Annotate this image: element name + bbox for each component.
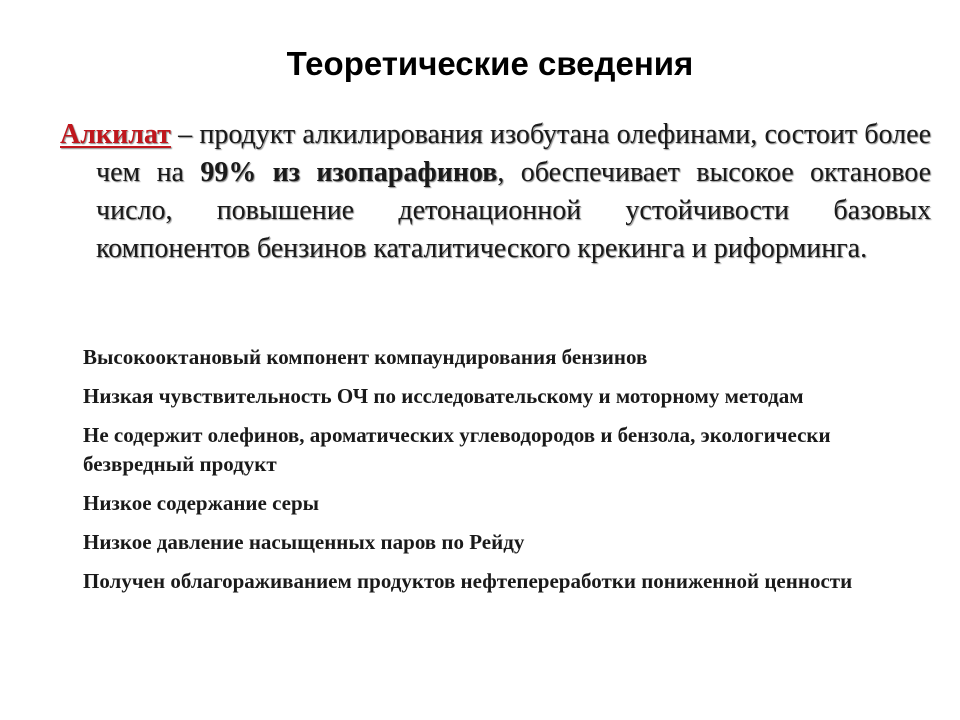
feature-item-vapor-pressure: Низкое давление насыщенных паров по Рейду xyxy=(83,530,525,554)
definition-paragraph xyxy=(60,116,932,268)
feature-item-sulfur: Низкое содержание серы xyxy=(83,491,320,515)
features-list xyxy=(83,343,883,606)
feature-item-sensitivity: Низкая чувствительность ОЧ по исследовательскому и моторному методам xyxy=(83,384,804,408)
feature-item-composition: Не содержит олефинов, ароматических углеводородов и бензола, экологически безвредный продукт xyxy=(83,423,831,476)
feature-item-origin: Получен облагораживанием продуктов нефтепереработки пониженной ценности xyxy=(83,569,853,593)
definition-emphasis: 99% из изопарафинов xyxy=(200,157,498,188)
slide-title: Теоретические сведения xyxy=(286,45,694,82)
definition-text-rest: , обеспечивает высокое октановое число, повышение детонационной устойчивости базовых компонентов бензинов каталитического крекинга и риформинга. xyxy=(96,157,932,264)
definition-text: – продукт алкилирования изобутана олефинами, состоит более чем на xyxy=(96,119,931,188)
feature-item-octane: Высокооктановый компонент компаундирования бензинов xyxy=(83,345,648,369)
definition-term: Алкилат xyxy=(60,119,171,150)
